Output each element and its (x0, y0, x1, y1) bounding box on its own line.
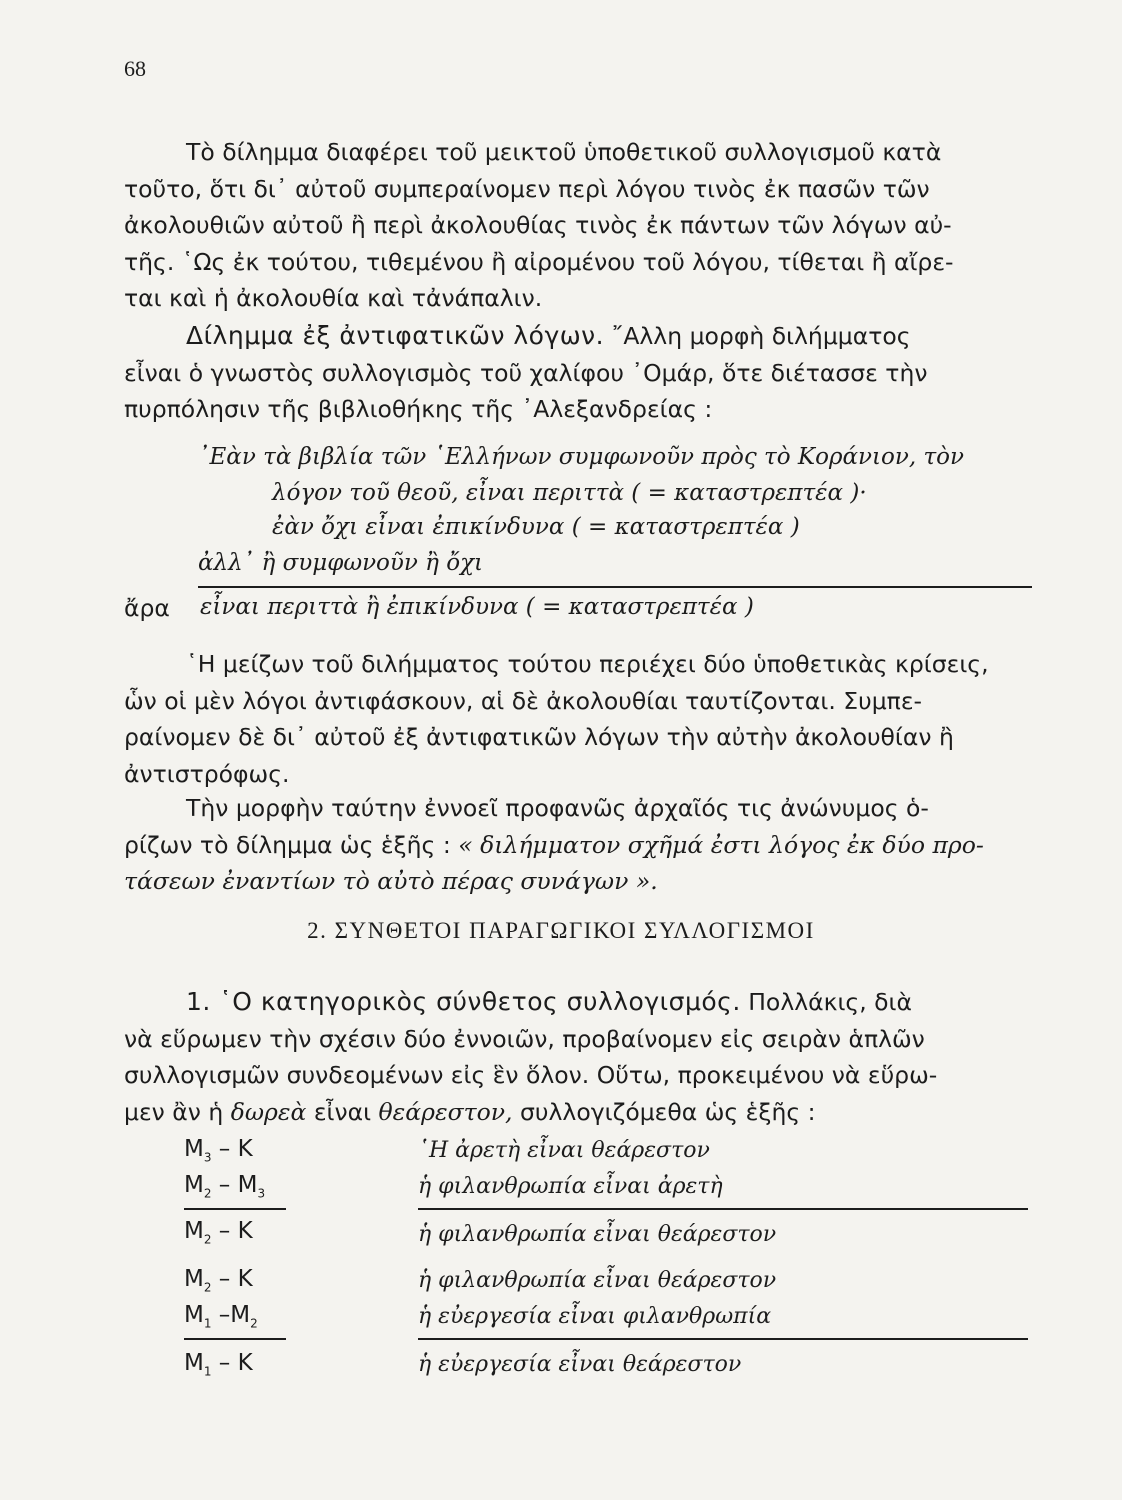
dilemma-conclusion: εἶναι περιττὰ ἢ ἐπικίνδυνα ( = καταστρεπτέα ) (200, 594, 754, 620)
inline-heading: Δίλημμα ἐξ ἀντιφατικῶν λόγων. (186, 321, 605, 350)
dilemma-line-2: λόγον τοῦ θεοῦ, εἶναι περιττὰ ( = καταστρεπτέα )· (272, 480, 867, 506)
text-line (124, 984, 1030, 1021)
text-line: Τὸ δίλημμα διαφέρει τοῦ μεικτοῦ ὑποθετικοῦ συλλογισμοῦ κατὰ (186, 138, 942, 166)
paragraph-dilemma-difference (124, 134, 1030, 317)
text-line: τῆς. ῾Ως ἐκ τούτου, τιθεμένου ἢ αἰρομένου τοῦ λόγου, τίθεται ἢ αἴρε- (124, 247, 954, 276)
text-line: ὧν οἱ μὲν λόγοι ἀντιφάσκουν, αἱ δὲ ἀκολουθίαι ταυτίζονται. Συμπε- (124, 686, 923, 715)
dilemma-line-1: ᾿Εὰν τὰ βιβλία τῶν ῾Ελλήνων συμφωνοῦν πρὸς τὸ Κοράνιον, τὸν (198, 444, 964, 470)
text-fragment: εἶναι (313, 1097, 372, 1126)
term-rule (184, 1208, 286, 1210)
text-line: ἀκολουθιῶν αὐτοῦ ἢ περὶ ἀκολουθίας τινὸς ἐκ πάντων τῶν λόγων αὐ- (124, 211, 952, 240)
text-fragment: Πολλάκις, διὰ (748, 988, 912, 1016)
term-formula: $M_1$ $-M_2$ (184, 1302, 258, 1331)
paragraph-ancient-definition (124, 790, 1030, 900)
section-title: 2. ΣΥΝΘΕΤΟΙ ΠΑΡΑΓΩΓΙΚΟΙ ΣΥΛΛΟΓΙΣΜΟΙ (307, 918, 815, 943)
dilemma-line-3: ἐὰν ὄχι εἶναι ἐπικίνδυνα ( = καταστρεπτέα ) (272, 514, 800, 540)
text-fragment: ῎Αλλη μορφὴ διλήμματος (611, 322, 911, 350)
premise-rule (418, 1208, 1028, 1210)
text-line (124, 318, 1030, 355)
premise: ῾Η ἀρετὴ εἶναι θεάρεστον (418, 1138, 710, 1163)
text-fragment: ρίζων τὸ δίλημμα ὡς ἑξῆς : (124, 830, 451, 859)
paragraph-major-premise (124, 646, 1030, 792)
italic-term: θεάρεστον, (378, 1097, 513, 1126)
text-line (124, 1094, 1030, 1131)
conclusion: ἡ φιλανθρωπία εἶναι θεάρεστον (418, 1222, 777, 1247)
text-line: ται καὶ ἡ ἀκολουθία καὶ τἀνάπαλιν. (124, 284, 543, 313)
conclusion: ἡ εὐεργεσία εἶναι θεάρεστον (418, 1352, 742, 1377)
text-line: νὰ εὕρωμεν τὴν σχέσιν δύο ἐννοιῶν, προβαίνομεν εἰς σειρὰν ἁπλῶν (124, 1024, 925, 1053)
page-number: 68 (124, 56, 146, 81)
paragraph-contradictory-dilemma (124, 318, 1030, 428)
term-formula: $M_2 - M_3$ (184, 1172, 266, 1201)
term-formula: $M_2$ – K (184, 1266, 253, 1295)
quoted-definition: « διλήμματον σχῆμά ἐστι λόγος ἐκ δύο προ- (458, 830, 984, 859)
text-line: ῾Η μείζων τοῦ διλήμματος τούτου περιέχει δύο ὑποθετικὰς κρίσεις, (186, 650, 989, 678)
italic-term: δωρεὰ (230, 1097, 307, 1126)
conclusion-label: ἄρα (124, 594, 170, 622)
text-fragment: μεν ἂν ἡ (124, 1097, 224, 1126)
text-line: Τὴν μορφὴν ταύτην ἐννοεῖ προφανῶς ἀρχαῖός τις ἀνώνυμος ὁ- (186, 794, 929, 822)
term-formula: $M_2$ – K (184, 1218, 253, 1247)
term-formula: $M_1$ – K (184, 1350, 253, 1379)
premise: ἡ φιλανθρωπία εἶναι θεάρεστον (418, 1268, 777, 1293)
text-line (124, 827, 1030, 864)
premise: ἡ εὐεργεσία εἶναι φιλανθρωπία (418, 1304, 772, 1329)
term-rule (184, 1338, 286, 1340)
text-line: συλλογισμῶν συνδεομένων εἰς ἓν ὅλον. Οὕτω, προκειμένου νὰ εὕρω- (124, 1061, 938, 1090)
text-line: εἶναι ὁ γνωστὸς συλλογισμὸς τοῦ χαλίφου ᾿Ομάρ, ὅτε διέτασσε τὴν (124, 358, 928, 387)
premise: ἡ φιλανθρωπία εἶναι ἀρετὴ (418, 1174, 723, 1199)
text-line: ἀντιστρόφως. (124, 759, 290, 788)
text-line: τάσεων ἐναντίων τὸ αὐτὸ πέρας συνάγων ». (124, 867, 658, 896)
text-line: τοῦτο, ὅτι δι᾽ αὐτοῦ συμπεραίνομεν περὶ λόγου τινὸς ἐκ πασῶν τῶν (124, 174, 930, 203)
premise-rule (418, 1338, 1028, 1340)
term-formula: $M_3$ – K (184, 1136, 253, 1165)
text-line: ραίνομεν δὲ δι᾽ αὐτοῦ ἐξ ἀντιφατικῶν λόγων τὴν αὐτὴν ἀκολουθίαν ἢ (124, 723, 954, 752)
text-line: πυρπόλησιν τῆς βιβλιοθήκης τῆς ᾿Αλεξανδρείας : (124, 395, 713, 424)
dilemma-line-4: ἀλλ᾽ ἢ συμφωνοῦν ἢ ὄχι (198, 550, 484, 576)
inline-heading: 1. ῾Ο κατηγορικὸς σύνθετος συλλογισμός. (186, 987, 741, 1016)
text-fragment: συλλογιζόμεθα ὡς ἑξῆς : (520, 1097, 816, 1126)
paragraph-categorical-compound (124, 984, 1030, 1130)
conclusion-rule (198, 586, 1032, 588)
